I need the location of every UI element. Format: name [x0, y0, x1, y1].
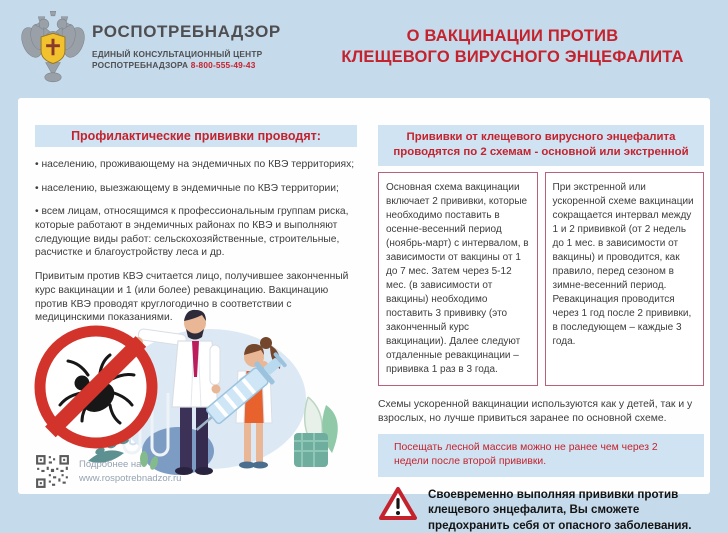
warning-text: Своевременно выполняя прививки против клещевого энцефалита, Вы сможете предохранить себя от опасного заболевания. — [428, 488, 692, 532]
poster-header — [0, 0, 728, 98]
content-panel — [18, 98, 710, 532]
org-name: РОСПОТРЕБНАДЗОР — [92, 22, 281, 41]
vaccination-target-groups-list — [35, 158, 357, 260]
rospotrebnadzor-eagle-logo-icon — [20, 8, 86, 86]
org-identity — [92, 22, 322, 71]
right-section-heading: Прививки от клещевого вирусного энцефалита проводятся по 2 схемам - основной или экстренной — [378, 125, 704, 166]
qr-code — [35, 454, 70, 489]
hotline-phone: 8-800-555-49-43 — [190, 60, 256, 71]
qr-caption — [79, 458, 181, 486]
poster-title — [305, 26, 720, 68]
no-ticks-sign-icon — [40, 331, 152, 443]
org-sub-line2: РОСПОТРЕБНАДЗОРА — [92, 60, 189, 71]
warning-block — [378, 485, 704, 533]
express-scheme-box: При экстренной или ускоренной схеме вакцинации сокращается интервал между 1 и 2 прививкой (от 2 недель до 1 мес. в зависимости от вакцины) и проводится, как правило, перед сезоном в зимне-весенний период. Ревакцинация проводится через 1 год после 2 прививки, в последующем – каждые 3 года. — [545, 172, 705, 386]
forest-visit-highlight: Посещать лесной массив можно не ранее чем через 2 недели после второй прививки. — [378, 434, 704, 477]
right-column — [378, 125, 704, 533]
list-item: • всем лицам, относящимся к профессиональным группам риска, которые работают в эндемичных районах по КВЭ и выполняют следующие виды работ: сельскохозяйственные, строительные, расчистке и благоустройству леса и др. — [35, 206, 349, 259]
exclamation-triangle-icon — [378, 485, 418, 523]
left-column — [35, 125, 357, 325]
main-scheme-box: Основная схема вакцинации включает 2 прививки, которые необходимо поставить в осенне-весенний период (ноябрь-март) с интервалом, в зависимости от вакцины от 1 до 7 мес. Затем через 5-12 мес. (в зависимости от вакцины) необходимо поставить 3 прививку (это законченный курс вакцинации). Далее следуют отдаленные ревакцинации – прививка 1 раз в 3 года. — [378, 172, 538, 386]
accelerated-scheme-note: Схемы ускоренной вакцинации используются как у детей, так и у взрослых, но лучше привиться заранее по основной схеме. — [378, 398, 693, 424]
org-sub-line1: ЕДИНЫЙ КОНСУЛЬТАЦИОННЫЙ ЦЕНТР — [92, 49, 263, 59]
website-link[interactable]: www.rospotrebnadzor.ru — [79, 472, 182, 484]
scheme-boxes — [378, 172, 704, 386]
list-item: • населению, проживающему на эндемичных по КВЭ территориях; — [35, 159, 355, 170]
qr-footer — [35, 454, 181, 489]
qr-caption-text: Подробнее на — [79, 458, 142, 470]
org-subtitle — [92, 49, 322, 71]
left-section-heading: Профилактические прививки проводят: — [35, 125, 357, 147]
vaccinated-definition-paragraph: Привитым против КВЭ считается лицо, получившее законченный курс вакцинации и 1 (или более) ревакцинацию. Вакцинацию против КВЭ проводят круглогодично в соответствии с медицинскими показаниями. — [35, 271, 349, 324]
poster-title-line1: О ВАКЦИНАЦИИ ПРОТИВ — [406, 27, 619, 45]
poster-title-line2: КЛЕЩЕВОГО ВИРУСНОГО ЭНЦЕФАЛИТА — [341, 48, 684, 67]
list-item: • населению, выезжающему в эндемичные по КВЭ территории; — [35, 182, 339, 194]
